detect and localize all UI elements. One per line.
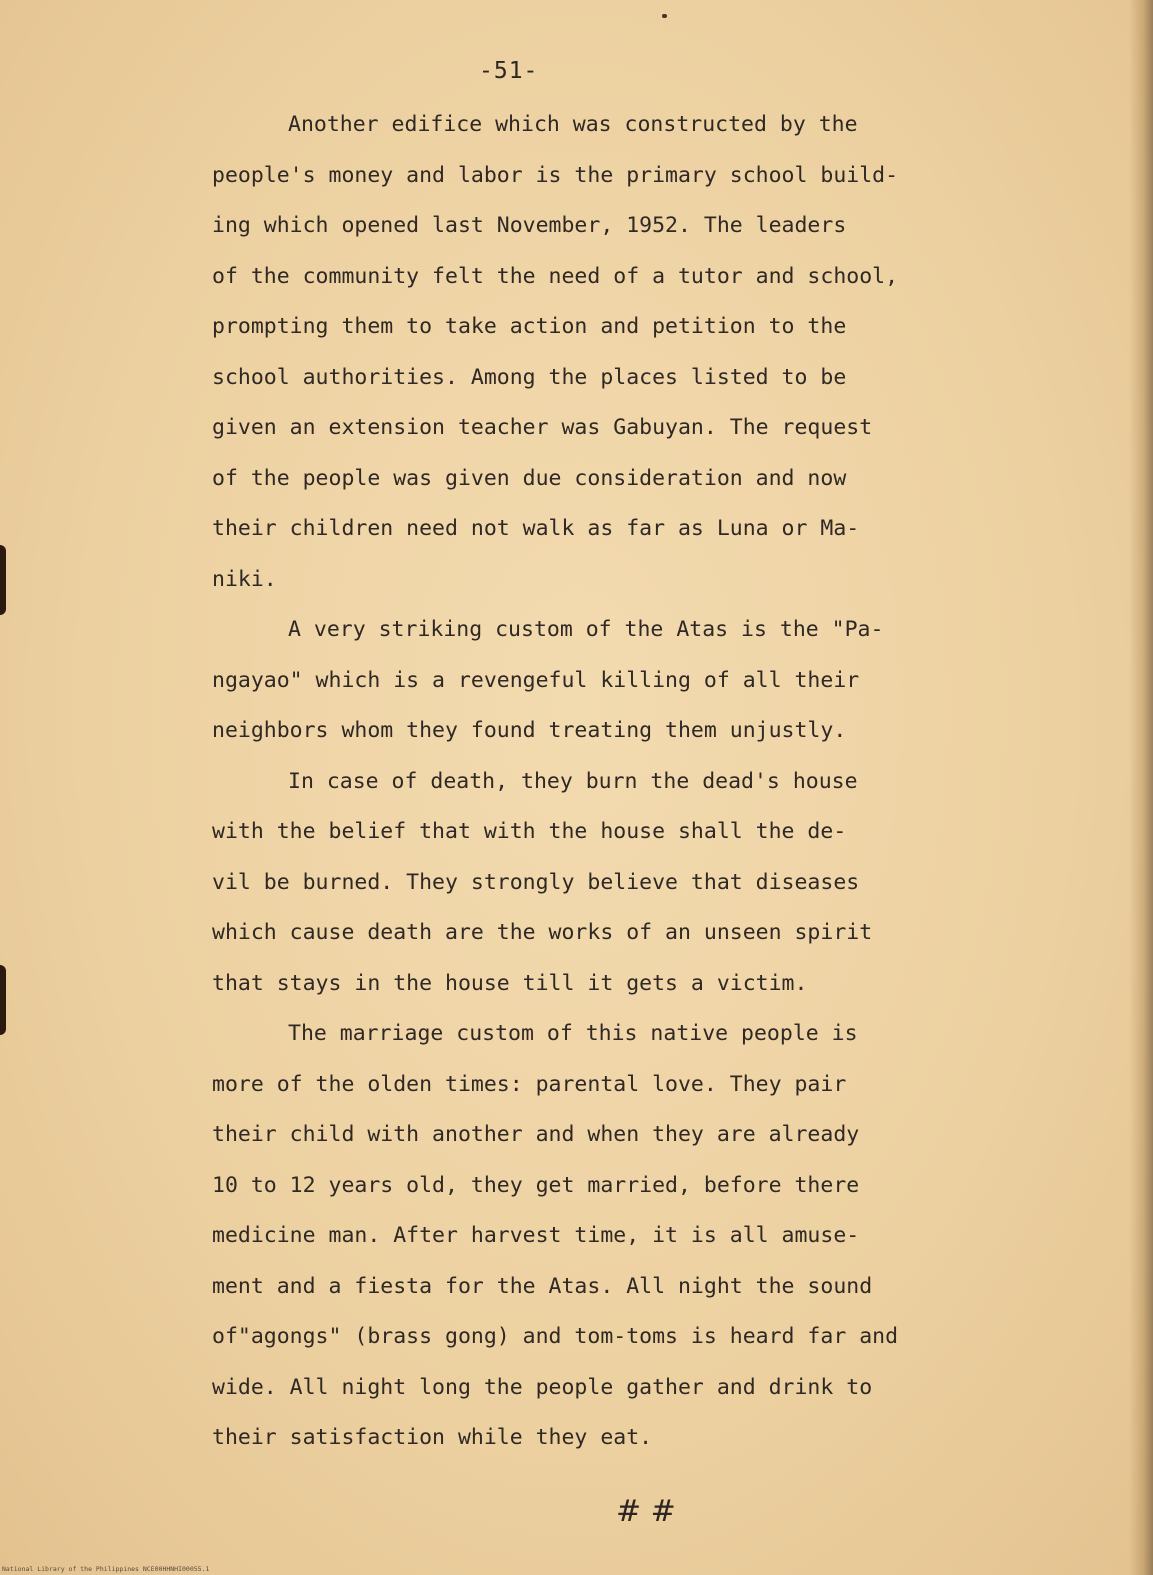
page-number: -51- bbox=[479, 58, 539, 84]
text-line: school authorities. Among the places listed to be bbox=[212, 364, 847, 390]
text-line: people's money and labor is the primary school build- bbox=[212, 162, 899, 188]
text-line: of the people was given due consideration and now bbox=[212, 465, 847, 491]
text-line: In case of death, they burn the dead's house bbox=[288, 768, 858, 794]
binding-hole-mark bbox=[0, 545, 6, 615]
binding-hole-mark bbox=[0, 965, 6, 1035]
text-line: that stays in the house till it gets a victim. bbox=[212, 970, 808, 996]
text-line: medicine man. After harvest time, it is all amuse- bbox=[212, 1223, 860, 1248]
text-line: ing which opened last November, 1952. The leaders bbox=[212, 213, 847, 238]
text-line: their child with another and when they are already bbox=[212, 1122, 860, 1147]
text-line: vil be burned. They strongly believe that diseases bbox=[212, 869, 860, 895]
text-line: The marriage custom of this native people is bbox=[288, 1021, 858, 1046]
text-line: of the community felt the need of a tutor and school, bbox=[212, 263, 899, 289]
text-line: neighbors whom they found treating them unjustly. bbox=[212, 718, 847, 743]
text-line: their children need not walk as far as Luna or Ma- bbox=[212, 516, 860, 541]
text-line: Another edifice which was constructed by the bbox=[288, 112, 858, 137]
text-line: with the belief that with the house shall the de- bbox=[212, 819, 847, 844]
text-line: 10 to 12 years old, they get married, before there bbox=[212, 1172, 860, 1198]
page-edge-shadow bbox=[1129, 0, 1153, 1575]
text-line: prompting them to take action and petition to the bbox=[212, 314, 847, 339]
text-line: niki. bbox=[212, 566, 277, 592]
text-line: given an extension teacher was Gabuyan. The request bbox=[212, 415, 873, 440]
archive-footer: National Library of the Philippines NCE00HHNHI00055.1 bbox=[2, 1565, 210, 1573]
text-line: ngayao" which is a revengeful killing of all their bbox=[212, 667, 860, 693]
text-line: wide. All night long the people gather and drink to bbox=[212, 1374, 873, 1400]
end-of-section-mark: # # bbox=[616, 1494, 676, 1529]
typed-body-text bbox=[212, 104, 1042, 1468]
text-line: their satisfaction while they eat. bbox=[212, 1425, 653, 1450]
text-line: ment and a fiesta for the Atas. All night the sound bbox=[212, 1273, 873, 1299]
text-line: which cause death are the works of an unseen spirit bbox=[212, 920, 873, 945]
text-line: A very striking custom of the Atas is the "Pa- bbox=[288, 617, 884, 642]
ink-speck bbox=[662, 14, 667, 18]
text-line: of"agongs" (brass gong) and tom-toms is heard far and bbox=[212, 1324, 899, 1349]
text-line: more of the olden times: parental love. They pair bbox=[212, 1071, 847, 1097]
